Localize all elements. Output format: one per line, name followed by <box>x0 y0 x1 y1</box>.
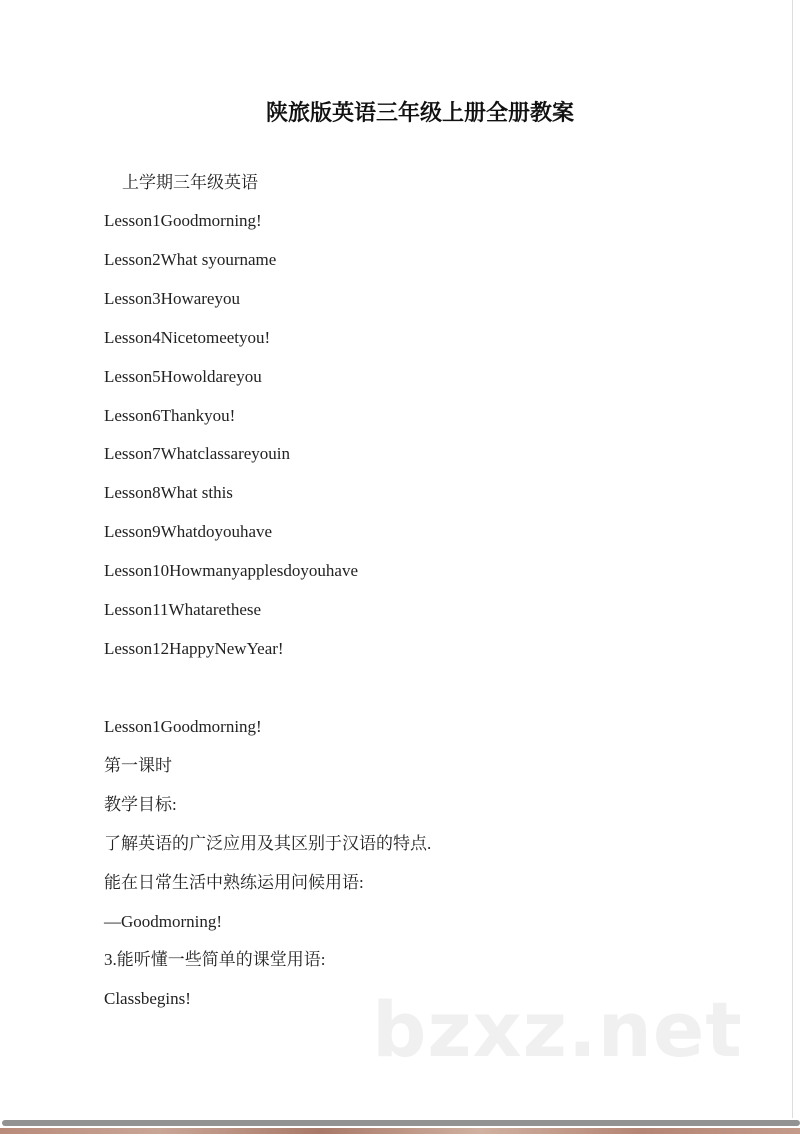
lesson-list-item: Lesson11Whatarethese <box>104 600 262 619</box>
lesson-list-item: Lesson4Nicetomeetyou! <box>104 327 271 347</box>
lesson-list-item: Lesson9Whatdoyouhave <box>104 522 273 542</box>
body-line: 3.能听懂一些简单的课堂用语: <box>104 950 326 970</box>
subtitle: 上学期三年级英语 <box>122 173 258 192</box>
lesson-list-item: Lesson7Whatclassareyouin <box>104 444 290 464</box>
watermark: bzxz.net <box>372 985 743 1074</box>
lesson-list-item: Lesson2What syourname <box>104 249 277 269</box>
horizontal-scrollbar[interactable] <box>0 1120 800 1127</box>
body-line: Classbegins! <box>104 989 191 1009</box>
lesson-list-item: Lesson10Howmanyapplesdoyouhave <box>104 561 359 581</box>
lesson-list-item: Lesson8What sthis <box>104 483 233 503</box>
body-line: Lesson1Goodmorning! <box>104 717 262 736</box>
background-strip <box>0 1128 800 1134</box>
body-line: 能在日常生活中熟练运用问候用语: <box>104 872 364 892</box>
body-line: —Goodmorning! <box>104 911 223 931</box>
lesson-list-item: Lesson5Howoldareyou <box>104 366 262 386</box>
body-line: 第一课时 <box>104 755 172 775</box>
body-line: 了解英语的广泛应用及其区别于汉语的特点. <box>104 833 432 853</box>
body-line: 教学目标: <box>104 794 177 814</box>
document-title: 陕旅版英语三年级上册全册教案 <box>265 101 574 126</box>
lesson-list-item: Lesson3Howareyou <box>104 288 240 308</box>
lesson-list-item: Lesson1Goodmorning! <box>104 211 262 230</box>
lesson-list-item: Lesson12HappyNewYear! <box>104 638 284 658</box>
scrollbar-thumb[interactable] <box>2 1120 800 1126</box>
lesson-list-item: Lesson6Thankyou! <box>104 405 236 425</box>
